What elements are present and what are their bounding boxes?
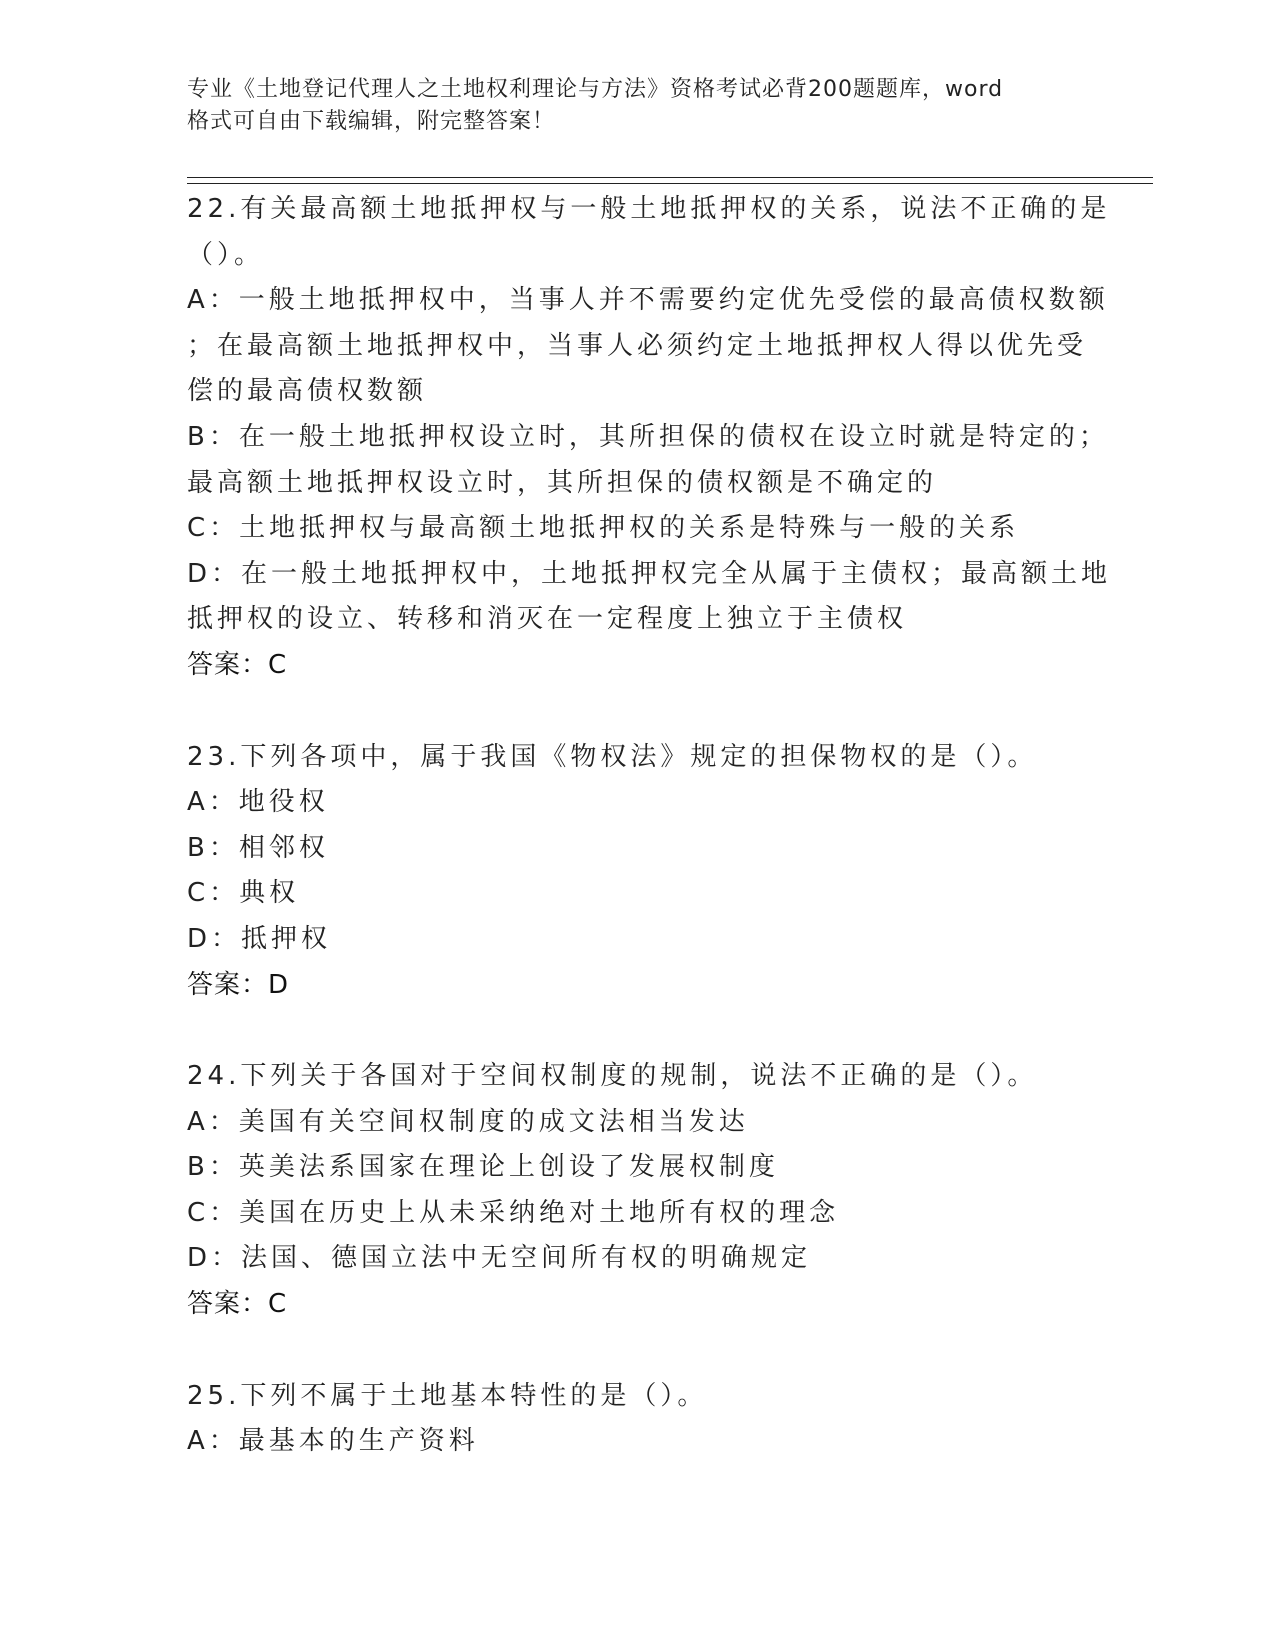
option-a: A：地役权 (187, 787, 329, 818)
question-list (187, 187, 1112, 1465)
question-24 (187, 1054, 1087, 1328)
question-text: 23.下列各项中，属于我国《物权法》规定的担保物权的是（）。 (187, 741, 1038, 772)
option-d: D：在一般土地抵押权中，土地抵押权完全从属于主债权；最高额土地 (187, 558, 1112, 589)
question-25 (187, 1374, 1087, 1465)
option-b: B：在一般土地抵押权设立时，其所担保的债权在设立时就是特定的； (187, 421, 1109, 452)
question-23 (187, 735, 1087, 1009)
question-text: 24.下列关于各国对于空间权制度的规制，说法不正确的是（）。 (187, 1061, 1038, 1092)
header-divider-top (187, 177, 1153, 178)
option-d: D：抵押权 (187, 923, 332, 954)
option-a-cont: ；在最高额土地抵押权中，当事人必须约定土地抵押权人得以优先受 (187, 330, 1088, 361)
option-c: C：土地抵押权与最高额土地抵押权的关系是特殊与一般的关系 (187, 513, 1020, 544)
option-d-cont: 抵押权的设立、转移和消灭在一定程度上独立于主债权 (187, 604, 908, 635)
option-d: D：法国、德国立法中无空间所有权的明确规定 (187, 1243, 812, 1274)
option-c: C：美国在历史上从未采纳绝对土地所有权的理念 (187, 1197, 840, 1228)
option-a: A：美国有关空间权制度的成文法相当发达 (187, 1106, 749, 1137)
option-b: B：相邻权 (187, 832, 329, 863)
answer-label: 答案：C (187, 1289, 288, 1320)
question-text: 25.下列不属于土地基本特性的是（）。 (187, 1380, 708, 1411)
option-c: C：典权 (187, 878, 300, 909)
question-22 (187, 187, 1112, 689)
option-b-cont: 最高额土地抵押权设立时，其所担保的债权额是不确定的 (187, 467, 938, 498)
header-divider-bottom (187, 183, 1153, 184)
question-text: 22.有关最高额土地抵押权与一般土地抵押权的关系，说法不正确的是 (187, 194, 1111, 224)
question-text: （）。 (187, 239, 265, 270)
option-a: A：一般土地抵押权中，当事人并不需要约定优先受偿的最高债权数额 (187, 285, 1109, 316)
answer-label: 答案：C (187, 649, 288, 680)
header-line-2: 格式可自由下载编辑，附完整答案！ (187, 109, 556, 134)
option-a: A：最基本的生产资料 (187, 1426, 479, 1457)
document-header (187, 74, 1067, 138)
header-line-1: 专业《土地登记代理人之土地权利理论与方法》资格考试必背200题题库，word (187, 77, 1004, 102)
option-a-cont: 偿的最高债权数额 (187, 376, 428, 407)
answer-label: 答案：D (187, 969, 290, 1000)
option-b: B：英美法系国家在理论上创设了发展权制度 (187, 1152, 779, 1183)
